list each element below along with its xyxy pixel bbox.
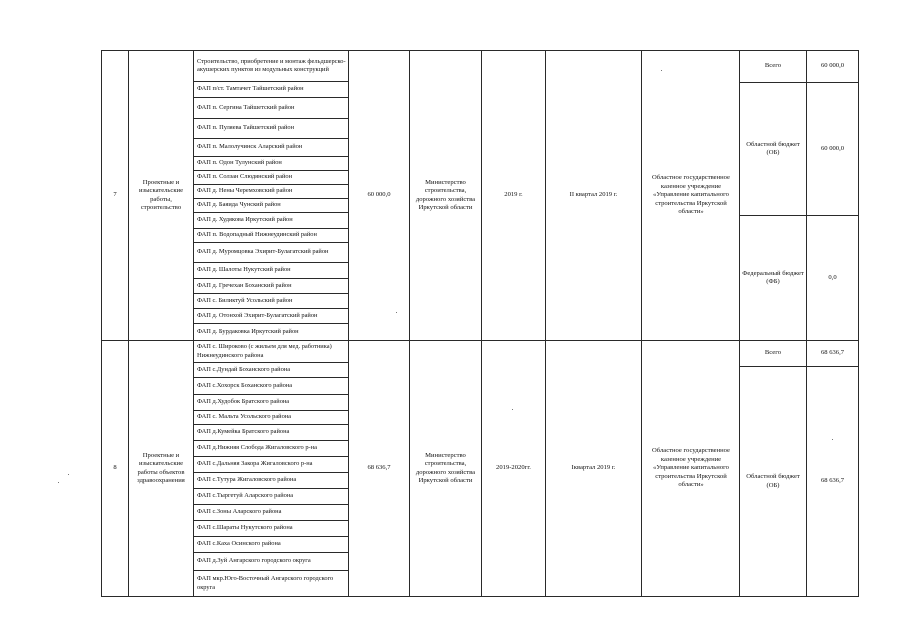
list-item: ФАП с.Хохорск Боханского района: [197, 381, 293, 389]
list-item: ФАП с.Зоны Аларского района: [197, 508, 282, 516]
start-quarter: II квартал 2019 г.: [569, 191, 618, 199]
scan-speck: [832, 439, 833, 440]
budget-value: 68 636,7: [820, 477, 845, 485]
budget-value: 60 000,0: [820, 62, 845, 70]
list-item: ФАП д. Муромцовка Эхирит-Булагатский район: [197, 248, 329, 256]
table-border: [858, 50, 859, 597]
work-type: Проектные и изыскательские работы, строительство: [138, 178, 184, 211]
scan-speck: [68, 474, 69, 475]
period: 2019-2020гг.: [496, 464, 531, 472]
period: 2019 г.: [504, 191, 523, 199]
list-item: ФАП с.Дальняя Закора Жигаловского р-на: [197, 460, 313, 468]
list-item: ФАП п. Водопадный Нижнеудинский район: [197, 231, 317, 239]
work-type: Проектные и изыскательские работы объектов здравоохранения: [137, 451, 185, 484]
list-item: ФАП д. Бурдаковка Иркутский район: [197, 327, 299, 335]
list-item: ФАП с.Каха Осинского района: [197, 540, 281, 548]
list-item: ФАП с.Тутура Жигаловского района: [197, 476, 297, 484]
budget-label: Федеральный бюджет (ФБ): [742, 269, 804, 285]
list-item: ФАП д.Нижняя Слобода Жигаловского р-на: [197, 444, 317, 452]
scan-speck: [512, 409, 513, 410]
budget-value: 0,0: [828, 273, 837, 281]
table-border: [101, 596, 859, 597]
list-item: ФАП п. Сергина Тайшетский район: [197, 103, 295, 111]
list-item: ФАП д. Нены Черемховский район: [197, 187, 293, 195]
list-item: ФАП с.Шараты Нукутского района: [197, 524, 293, 532]
list-item: ФАП д. Гречехан Боханский район: [197, 281, 292, 289]
list-item: ФАП п. Одон Тулунский район: [197, 159, 282, 167]
list-item: ФАП д. Шалоты Нукутский район: [197, 266, 291, 274]
list-item: ФАП д. Худякова Иркутский район: [197, 216, 293, 224]
list-item: ФАП с.Дундай Боханского района: [197, 365, 291, 373]
budget-value: 60 000,0: [820, 144, 845, 152]
row-number: 7: [113, 191, 117, 199]
budget-label: Областной бюджет (ОБ): [746, 140, 800, 156]
list-item: ФАП мкр.Юго-Восточный Ангарского городского округа: [197, 575, 334, 591]
list-item: ФАП с. Мальта Усольского района: [197, 413, 292, 421]
scan-speck: [661, 70, 662, 71]
amount: 68 636,7: [367, 464, 391, 472]
list-item: ФАП п/ст. Тамтачет Тайшетский район: [197, 85, 304, 93]
list-item: ФАП с. Биликтуй Усольский район: [197, 296, 293, 304]
amount: 60 000,0: [367, 191, 391, 199]
table-border: [128, 50, 129, 597]
list-item: ФАП д. Отонхой Эхирит-Булагатский район: [197, 311, 318, 319]
scan-speck: [58, 482, 59, 483]
list-item: ФАП п. Малолучинск Аларский район: [197, 143, 303, 151]
list-item: ФАП д.Зуй Ангарского городского округа: [197, 557, 311, 565]
list-item: ФАП д.Кумейка Братского района: [197, 428, 290, 436]
executor: Областное государственное казенное учреждение «Управление капитального строительства Иркутской области»: [652, 447, 730, 489]
list-item: ФАП п. Пуляева Тайшетский район: [197, 124, 295, 132]
scan-speck: [396, 312, 397, 313]
row-number: 8: [113, 464, 117, 472]
table-border: [641, 50, 642, 597]
list-item: ФАП с. Широково (с жильем для мед. работника) Нижнеудинского района: [197, 343, 332, 359]
executor: Областное государственное казенное учреждение «Управление капитального строительства Иркутской области»: [652, 174, 730, 216]
start-quarter: Iквартал 2019 г.: [571, 464, 616, 472]
object-heading: Строительство, приобретение и монтаж фельдшерско-акушерских пунктов из модульных конструкций: [197, 57, 346, 73]
list-item: ФАП д.Худобок Братского района: [197, 398, 290, 406]
budget-label: Всего: [764, 349, 782, 357]
list-item: ФАП п. Солзан Слюдянский район: [197, 173, 292, 181]
customer: Министерство строительства, дорожного хозяйства Иркутской области: [415, 451, 476, 484]
customer: Министерство строительства, дорожного хозяйства Иркутской области: [415, 178, 476, 211]
budget-label: Всего: [764, 62, 782, 70]
list-item: ФАП д. Баяида Чунский район: [197, 201, 281, 209]
budget-value: 68 636,7: [820, 349, 845, 357]
list-item: ФАП с.Тыргетуй Аларского района: [197, 492, 294, 500]
budget-label: Областной бюджет (ОБ): [746, 473, 800, 489]
